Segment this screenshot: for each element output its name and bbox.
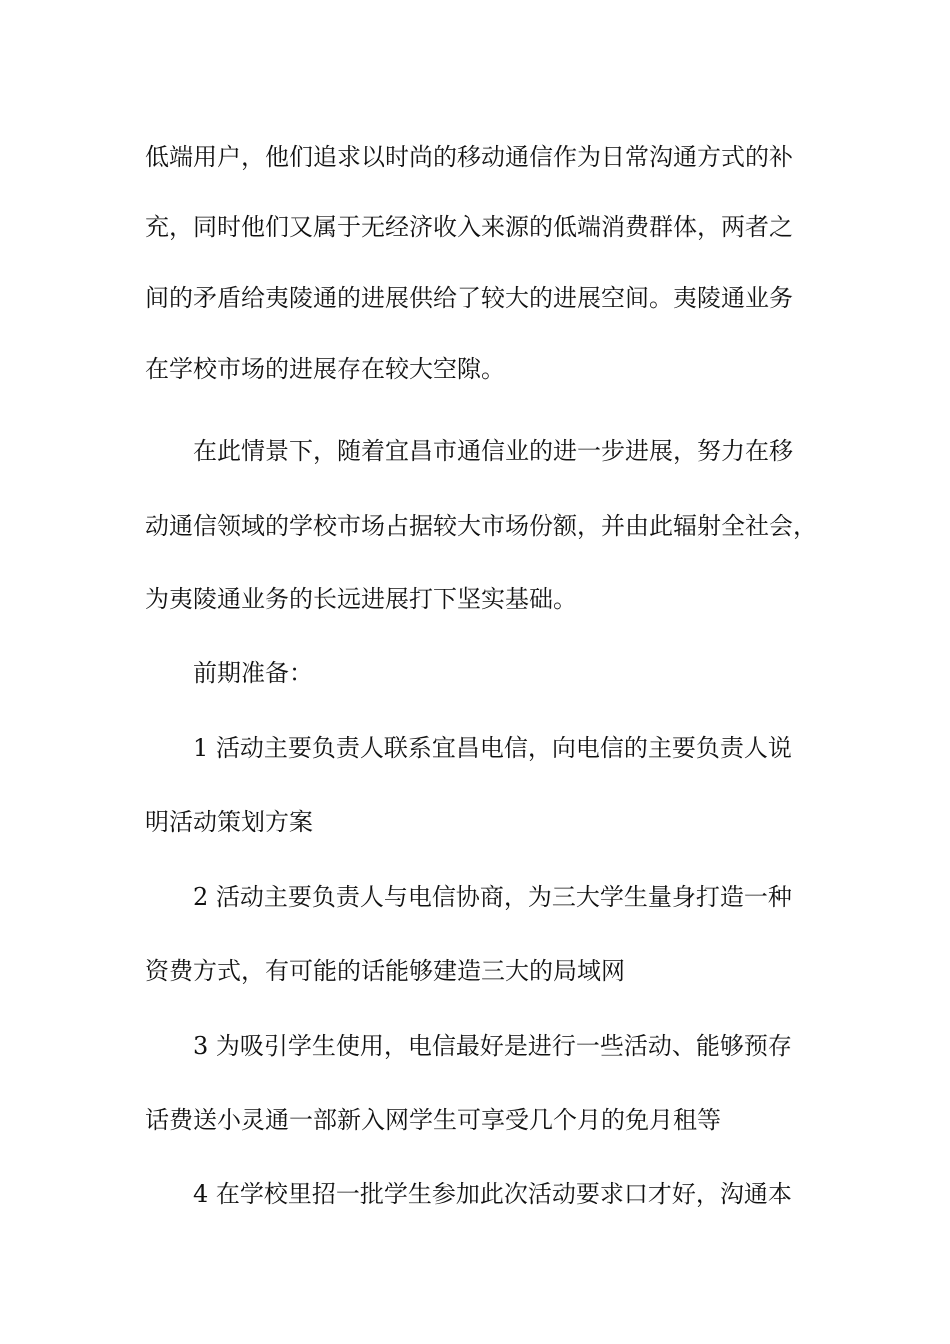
list-item-first-line: 3 为吸引学生使用，电信最好是进行一些活动、能够预存 bbox=[193, 1032, 792, 1060]
paragraph-first-line: 在此情景下，随着宜昌市通信业的进一步进展，努力在移 bbox=[193, 437, 793, 465]
text-line: 资费方式，有可能的话能够建造三大的局域网 bbox=[145, 957, 625, 985]
list-item-first-line: 2 活动主要负责人与电信协商，为三大学生量身打造一种 bbox=[193, 883, 792, 911]
text-line: 低端用户，他们追求以时尚的移动通信作为日常沟通方式的补 bbox=[145, 143, 793, 171]
list-item-first-line: 4 在学校里招一批学生参加此次活动要求口才好，沟通本 bbox=[193, 1180, 792, 1208]
text-line: 为夷陵通业务的长远进展打下坚实基础。 bbox=[145, 585, 577, 613]
text-line: 充，同时他们又属于无经济收入来源的低端消费群体，两者之 bbox=[145, 213, 793, 241]
text-line: 动通信领域的学校市场占据较大市场份额，并由此辐射全社会， bbox=[145, 512, 817, 540]
text-line: 明活动策划方案 bbox=[145, 808, 313, 836]
list-item-first-line: 1 活动主要负责人联系宜昌电信，向电信的主要负责人说 bbox=[193, 734, 792, 762]
section-heading: 前期准备： bbox=[193, 659, 313, 687]
text-line: 话费送小灵通一部新入网学生可享受几个月的免月租等 bbox=[145, 1106, 721, 1134]
text-line: 间的矛盾给夷陵通的进展供给了较大的进展空间。夷陵通业务 bbox=[145, 284, 793, 312]
text-line: 在学校市场的进展存在较大空隙。 bbox=[145, 355, 505, 383]
